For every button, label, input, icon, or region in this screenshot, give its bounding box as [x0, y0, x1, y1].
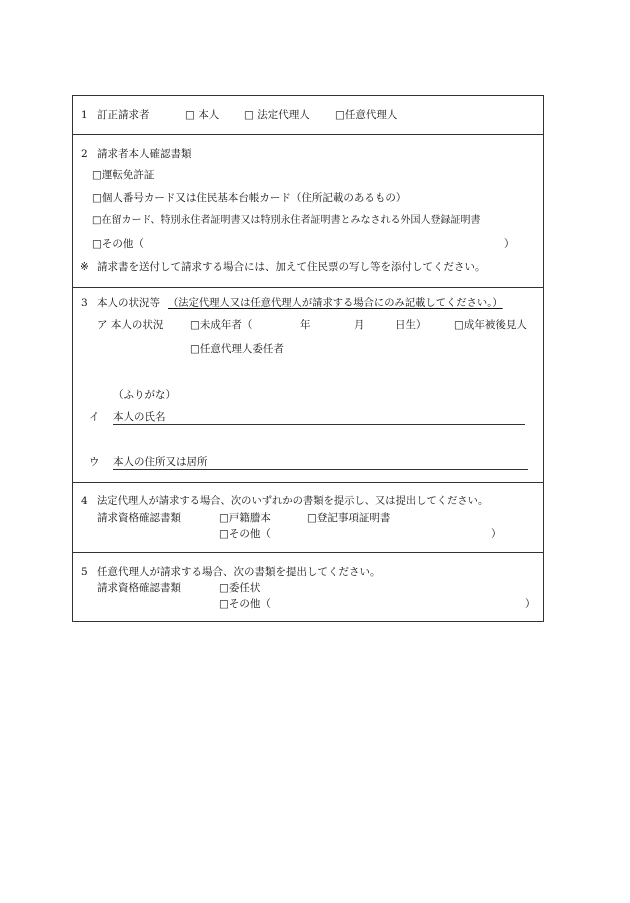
- checkbox-legal-representative[interactable]: □ 法定代理人: [244, 109, 310, 121]
- checkbox-self[interactable]: □ 本人: [185, 109, 220, 121]
- section4-other-close: ）: [491, 528, 502, 540]
- checkbox-drivers-license[interactable]: □運転免許証: [92, 169, 155, 181]
- checkbox-family-register[interactable]: □戸籍謄本: [219, 512, 271, 524]
- divider-3: [73, 482, 543, 483]
- section-4-number: 4: [81, 495, 88, 507]
- section-3-title-note: （法定代理人又は任意代理人が請求する場合にのみ記載してください。）: [168, 297, 503, 309]
- request-form-box: [72, 95, 544, 622]
- checkbox-residence-card[interactable]: □在留カード、特別永住者証明書又は特別永住者証明書とみなされる外国人登録証明書: [92, 215, 481, 226]
- birth-year-label: 年: [300, 319, 311, 331]
- checkbox-section4-other[interactable]: □その他（: [219, 528, 271, 540]
- item-u-mark: ウ: [89, 456, 100, 468]
- mail-request-note: 請求書を送付して請求する場合には、加えて住民票の写し等を添付してください。: [97, 261, 486, 273]
- section-3-title: 本人の状況等: [97, 297, 160, 309]
- checkbox-voluntary-representative[interactable]: □任意代理人: [335, 109, 398, 121]
- note-mark: ※: [80, 261, 89, 273]
- checkbox-adult-ward[interactable]: □成年被後見人: [454, 319, 527, 331]
- divider-2: [73, 287, 543, 288]
- section-2-title: 請求者本人確認書類: [97, 148, 192, 160]
- section5-other-close: ）: [525, 598, 536, 610]
- section-4-doc-label: 請求資格確認書類: [97, 512, 181, 524]
- furigana-label: （ふりがな）: [113, 389, 176, 401]
- checkbox-minor[interactable]: □未成年者（: [190, 319, 253, 331]
- divider-1: [73, 134, 543, 135]
- section-1-title: 訂正請求者: [97, 109, 150, 121]
- section-3-number: 3: [81, 297, 88, 309]
- principal-address-label: 本人の住所又は居所: [113, 456, 208, 468]
- checkbox-my-number-card[interactable]: □個人番号カード又は住民基本台帳カード（住所記載のあるもの）: [92, 192, 407, 204]
- section-5-doc-label: 請求資格確認書類: [97, 582, 181, 594]
- section-2-number: 2: [81, 148, 88, 160]
- checkbox-delegator[interactable]: □任意代理人委任者: [190, 343, 284, 355]
- section-5-number: 5: [81, 566, 88, 578]
- principal-name-label: 本人の氏名: [113, 411, 166, 423]
- principal-address-field[interactable]: [113, 469, 528, 470]
- other-doc-close: ）: [504, 238, 515, 250]
- checkbox-other-doc[interactable]: □その他（: [92, 238, 144, 250]
- section-1-number: 1: [81, 109, 88, 121]
- principal-name-field[interactable]: [113, 424, 525, 425]
- section-4-title: 法定代理人が請求する場合、次のいずれかの書類を提示し、又は提出してください。: [97, 495, 489, 507]
- checkbox-registry-certificate[interactable]: □登記事項証明書: [307, 512, 391, 524]
- item-i-mark: イ: [89, 411, 100, 423]
- checkbox-power-of-attorney[interactable]: □委任状: [219, 582, 261, 594]
- status-a-label: ア 本人の状況: [97, 319, 164, 331]
- section-5-title: 任意代理人が請求する場合、次の書類を提出してください。: [97, 566, 381, 578]
- birth-day-label: 日生）: [395, 319, 427, 331]
- checkbox-section5-other[interactable]: □その他（: [219, 598, 271, 610]
- birth-month-label: 月: [354, 319, 365, 331]
- divider-4: [73, 552, 543, 553]
